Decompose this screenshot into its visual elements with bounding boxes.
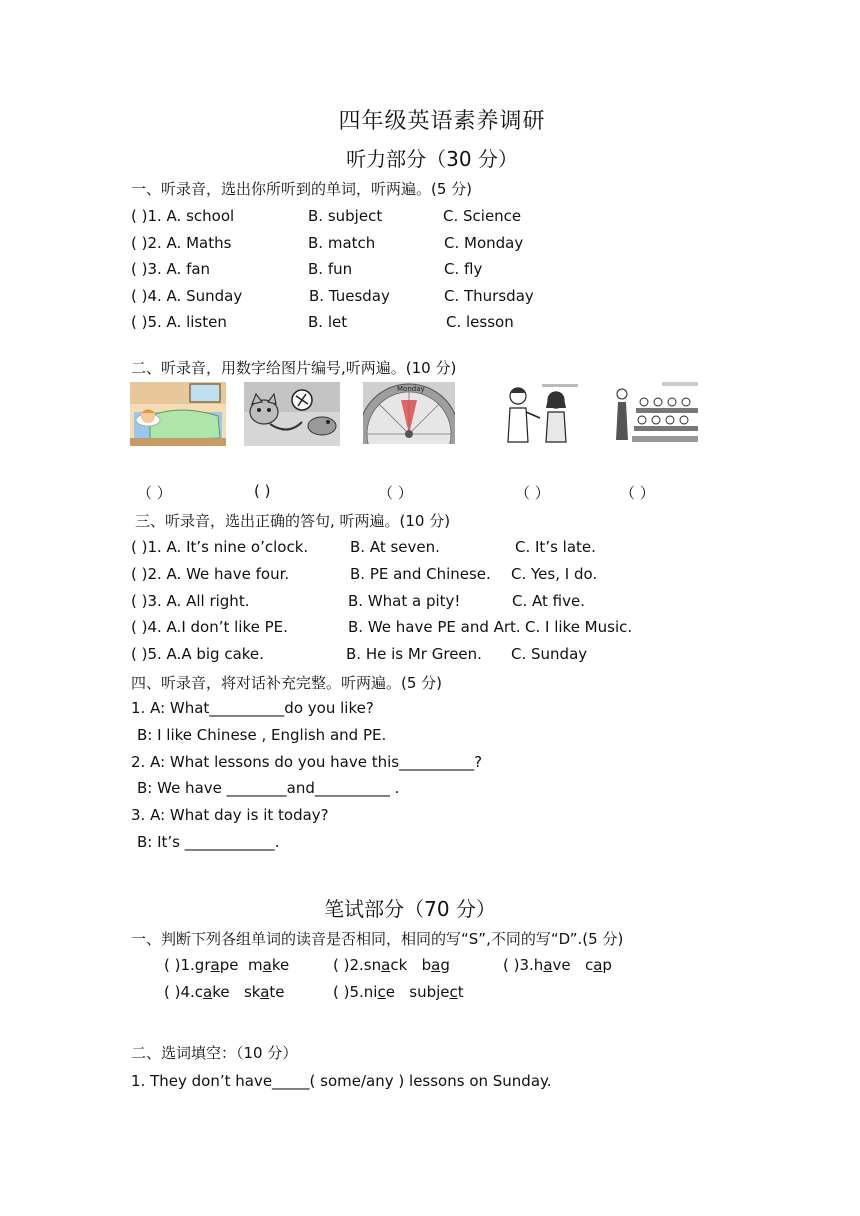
item3-word1-focus: a <box>543 956 553 974</box>
part3-q3-c: C. At five. <box>512 592 585 610</box>
pronunciation-item-2 <box>333 956 450 974</box>
part3-q1-c: C. It’s late. <box>515 538 596 556</box>
item4-word2-post: te <box>269 983 285 1001</box>
pronunciation-item-3 <box>503 956 612 974</box>
picture2-answer-bracket[interactable]: ( ) <box>254 482 271 500</box>
part3-q1-a: ( )1. A. It’s nine o’clock. <box>131 538 309 556</box>
pronunciation-item-1 <box>164 956 289 974</box>
part3-q2-c: C. Yes, I do. <box>511 565 598 583</box>
picture-sleeping-boy <box>130 382 226 446</box>
part1-q4-a: ( )4. A. Sunday <box>131 287 243 305</box>
item5-word2-pre: subje <box>409 983 450 1001</box>
wheel-label-text: Monday <box>397 385 425 393</box>
item5-word1-focus: c <box>377 983 386 1001</box>
part1-q3-a: ( )3. A. fan <box>131 260 211 278</box>
item2-word1-post: ck <box>390 956 408 974</box>
part1-q2-a: ( )2. A. Maths <box>131 234 232 252</box>
listening-section-title: 听力部分（30 分） <box>346 147 518 171</box>
part1-q3-b: B. fun <box>308 260 353 278</box>
part3-q5-b: B. He is Mr Green. <box>346 645 482 663</box>
part1-q5-c: C. lesson <box>446 313 514 331</box>
part1-q5-b: B. let <box>308 313 348 331</box>
picture4-answer-bracket[interactable]: （ ） <box>515 484 550 502</box>
item4-word1-focus: a <box>203 983 213 1001</box>
part3-heading: 三、听录音，选出正确的答句, 听两遍。(10 分) <box>135 512 451 530</box>
picture-classroom <box>612 380 702 446</box>
part1-q1-c: C. Science <box>443 207 522 225</box>
part1-q2-b: B. match <box>308 234 376 252</box>
picture3-answer-bracket[interactable]: （ ） <box>378 484 413 502</box>
item1-word1-pre: gr <box>194 956 211 974</box>
written-part2-heading: 二、选词填空：（10 分） <box>131 1044 298 1062</box>
part3-q4-b: B. We have PE and Art. <box>348 618 521 636</box>
written-part2-q1: 1. They don’t have_____( some/any ) lessons on Sunday. <box>131 1072 552 1090</box>
item5-word2-focus: c <box>449 983 458 1001</box>
item2-word1-pre: sn <box>363 956 382 974</box>
item3-word2-post: p <box>602 956 612 974</box>
item2-word2-post: g <box>440 956 450 974</box>
item3-bracket[interactable]: ( ) <box>503 956 520 974</box>
part4-line6: B: It’s ____________. <box>137 833 280 851</box>
part1-q2-c: C. Monday <box>444 234 524 252</box>
item1-word2-pre: m <box>248 956 263 974</box>
item1-word2-post: ke <box>271 956 290 974</box>
item3-number: 3. <box>519 956 534 974</box>
picture-days-wheel <box>363 382 455 444</box>
item1-word1-post: pe <box>219 956 239 974</box>
item2-bracket[interactable]: ( ) <box>333 956 350 974</box>
part4-line5: 3. A: What day is it today? <box>131 806 329 824</box>
item2-word2-focus: a <box>431 956 441 974</box>
part1-q1-b: B. subject <box>308 207 383 225</box>
item2-word1-focus: a <box>381 956 391 974</box>
picture-cat-and-dog <box>244 382 340 446</box>
part4-line3: 2. A: What lessons do you have this__________? <box>131 753 483 771</box>
part1-q1-a: ( )1. A. school <box>131 207 235 225</box>
part3-q2-b: B. PE and Chinese. <box>350 565 491 583</box>
part2-heading: 二、听录音，用数字给图片编号,听两遍。(10 分) <box>131 359 457 377</box>
item3-word1-pre: h <box>533 956 544 974</box>
part3-q2-a: ( )2. A. We have four. <box>131 565 290 583</box>
item4-number: 4. <box>180 983 195 1001</box>
picture5-answer-bracket[interactable]: （ ） <box>620 484 655 502</box>
picture1-answer-bracket[interactable]: （ ） <box>137 484 172 502</box>
part3-q5-a: ( )5. A.A big cake. <box>131 645 264 663</box>
part4-line1: 1. A: What__________do you like? <box>131 699 374 717</box>
written-part1-heading: 一、判断下列各组单词的读音是否相同，相同的写“S”,不同的写“D”.(5 分) <box>131 930 624 948</box>
part4-line2: B: I like Chinese , English and PE. <box>137 726 387 744</box>
pronunciation-item-5 <box>333 983 464 1001</box>
item1-number: 1. <box>180 956 195 974</box>
item5-word1-pre: ni <box>363 983 378 1001</box>
item4-word2-pre: sk <box>243 983 261 1001</box>
part1-q3-c: C. fly <box>444 260 483 278</box>
item4-word1-pre: c <box>194 983 204 1001</box>
item3-word2-focus: a <box>593 956 603 974</box>
part3-q5-c: C. Sunday <box>511 645 588 663</box>
part1-q5-a: ( )5. A. listen <box>131 313 227 331</box>
part3-q3-b: B. What a pity! <box>348 592 461 610</box>
page-title: 四年级英语素养调研 <box>338 109 546 134</box>
part3-q3-a: ( )3. A. All right. <box>131 592 250 610</box>
item4-word2-focus: a <box>260 983 270 1001</box>
item1-word2-focus: a <box>262 956 272 974</box>
item1-word1-focus: a <box>210 956 220 974</box>
part4-heading: 四、听录音，将对话补充完整。听两遍。(5 分) <box>131 674 443 692</box>
item4-bracket[interactable]: ( ) <box>164 983 181 1001</box>
part1-heading: 一、听录音，选出你所听到的单词，听两遍。(5 分) <box>131 180 473 198</box>
part1-q4-c: C. Thursday <box>444 287 534 305</box>
item5-bracket[interactable]: ( ) <box>333 983 350 1001</box>
part3-q4-c: C. I like Music. <box>525 618 633 636</box>
pronunciation-item-4 <box>164 983 285 1001</box>
item4-word1-post: ke <box>212 983 230 1001</box>
item5-word2-post: t <box>457 983 464 1001</box>
part3-q1-b: B. At seven. <box>350 538 440 556</box>
item5-number: 5. <box>349 983 364 1001</box>
written-section-title: 笔试部分（70 分） <box>324 897 496 921</box>
part3-q4-a: ( )4. A.I don’t like PE. <box>131 618 288 636</box>
item3-word1-post: ve <box>552 956 571 974</box>
part4-line4: B: We have ________and__________ . <box>137 779 400 797</box>
item3-word2-pre: c <box>584 956 594 974</box>
item2-word2-pre: b <box>421 956 432 974</box>
picture-boy-and-girl <box>490 382 582 444</box>
item1-bracket[interactable]: ( ) <box>164 956 181 974</box>
item5-word1-post: e <box>385 983 395 1001</box>
item2-number: 2. <box>349 956 364 974</box>
part1-q4-b: B. Tuesday <box>309 287 390 305</box>
